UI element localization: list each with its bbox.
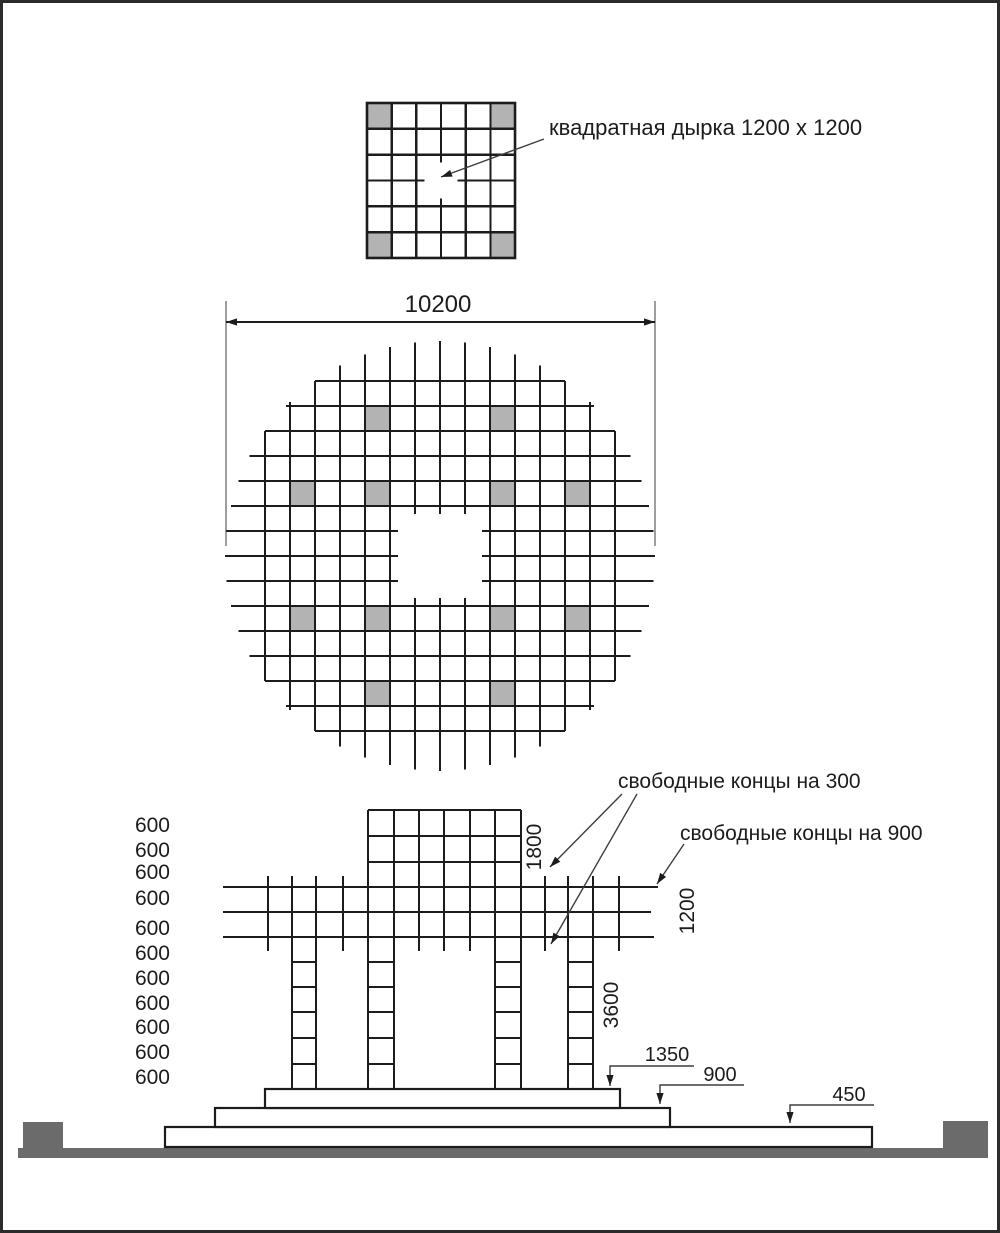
column-cell (490, 232, 515, 258)
callout-label: свободные концы на 900 (680, 822, 923, 845)
detail-hole-label: квадратная дырка 1200 x 1200 (549, 115, 863, 140)
spacing-label-600: 600 (134, 887, 170, 910)
column-cell (565, 481, 590, 506)
column-cell (565, 606, 590, 631)
column-cell (365, 606, 390, 631)
column-cell (367, 103, 392, 129)
spacing-label-600: 600 (134, 1016, 170, 1039)
column-cell (365, 681, 390, 706)
column-cell (290, 606, 315, 631)
dim-3600-label: 3600 (600, 981, 623, 1029)
foundation-slab (165, 1127, 872, 1147)
spacing-label-600: 600 (134, 942, 170, 965)
column-cell (490, 406, 515, 431)
ground-right-block (943, 1121, 988, 1148)
spacing-label-600: 600 (134, 967, 170, 990)
spacing-label-600: 600 (134, 814, 170, 837)
foundation-slab (265, 1089, 620, 1108)
dim-10200-label: 10200 (404, 291, 472, 318)
column-cell (490, 606, 515, 631)
callout-label: свободные концы на 300 (618, 770, 861, 793)
dim-1350-label: 1350 (644, 1044, 690, 1066)
dim-900-label: 900 (703, 1064, 737, 1086)
foundation-slab (215, 1108, 670, 1127)
ground-left-block (23, 1122, 63, 1148)
dim-450-label: 450 (832, 1084, 866, 1106)
spacing-label-600: 600 (134, 839, 170, 862)
column-cell (490, 681, 515, 706)
column-cell (490, 481, 515, 506)
spacing-label-600: 600 (134, 1041, 170, 1064)
spacing-label-600: 600 (134, 992, 170, 1015)
ground-band (18, 1148, 988, 1158)
column-cell (290, 481, 315, 506)
spacing-label-600: 600 (134, 917, 170, 940)
column-cell (365, 406, 390, 431)
column-cell (367, 232, 392, 258)
spacing-label-600: 600 (134, 861, 170, 884)
dim-1200-label: 1200 (676, 887, 699, 935)
dim-1800-label: 1800 (523, 823, 546, 871)
spacing-label-600: 600 (134, 1066, 170, 1089)
column-cell (490, 103, 515, 129)
column-cell (365, 481, 390, 506)
